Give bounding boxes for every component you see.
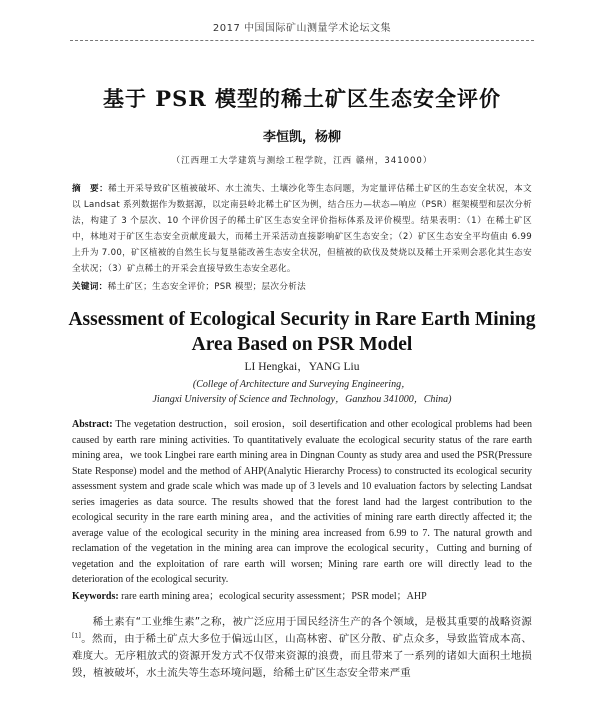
title-en-line1: Assessment of Ecological Security in Rare Earth Mining — [68, 309, 536, 330]
abstract-en-label: Abstract: — [72, 419, 113, 430]
header-rule — [70, 40, 534, 41]
abstract-en — [72, 417, 532, 588]
body-text-part2: 。然而，由于稀土矿点大多位于偏远山区，山高林密、矿区分散、矿点众多，导致监管成本高、难度大。无序粗放式的资源开发方式不仅带来资源的浪费，而且带来了一系列的诸如大面积土地损毁，植被破坏，水土流失等生态环境问题，给稀土矿区生态安全带来严重 — [72, 633, 532, 679]
citation-ref: [1] — [72, 632, 82, 640]
body-intro-paragraph — [72, 614, 532, 682]
keywords-en-label: Keywords: — [72, 590, 119, 602]
keywords-zh-text: 稀土矿区；生态安全评价；PSR 模型；层次分析法 — [107, 282, 306, 292]
affiliation-en-line1: (College of Architecture and Surveying Engineering， — [192, 379, 412, 390]
running-header: 2017 中国国际矿山测量学术论坛文集 — [212, 23, 392, 34]
authors-en: LI Hengkai，YANG Liu — [244, 361, 360, 373]
authors-zh: 李恒凯，杨柳 — [262, 130, 341, 145]
keywords-zh-label: 关键词： — [72, 282, 108, 292]
affiliation-en-line2: Jiangxi University of Science and Technology，Ganzhou 341000，China) — [152, 394, 452, 405]
body-text-part1: 稀土素有“工业维生素”之称，被广泛应用于国民经济生产的各个领域，是极其重要的战略资源 — [92, 616, 532, 628]
title-zh: 基于 PSR 模型的稀土矿区生态安全评价 — [102, 86, 502, 111]
affiliation-en — [0, 377, 600, 407]
abstract-zh-text: 稀土开采导致矿区植被破坏、水土流失、土壤沙化等生态问题，为定量评估稀土矿区的生态安全状况，本文以 Landsat 系列数据作为数据源，以定南县岭北稀土矿区为例，结合压力—状态—响应（PSR）框架模型和层次分析法，构建了 3 个层次、10 个评价因子的稀土矿区生态安全评价指标体系及评价模型。结果表明：（1）在稀土矿区中，林地对于矿区生态安全贡献度最大，而稀土开采活动直接影响矿区生态安全；（2）矿区生态安全平均值由 6.99 上升为 7.00，矿区植被的自然生长与复垦能改善生态安全状况，但植被的砍伐及焚烧以及稀土开采则会恶化其生态安全状况；（3）矿点稀土的开采会直接导致生态安全恶化。 — [72, 184, 532, 274]
title-en-line2: Area Based on PSR Model — [191, 334, 413, 355]
abstract-zh-label: 摘 要： — [72, 184, 109, 194]
affiliation-zh: （江西理工大学建筑与测绘工程学院，江西 赣州，341000） — [171, 156, 433, 166]
abstract-en-text: The vegetation destruction，soil erosion，soil desertification and other ecological problems had been caused by earth rare mining activities. To quantitatively evaluate the ecological security status of the rare earth mining area，we took Lingbei rare earth mining area in Dingnan County as study area and used the PSR(Pressure State Response) model and the method of AHP(Analytic Hierarchy Process) to constructed its ecological security assessment system and grade scale which was made up of 3 levels and 10 evaluation factors by selecting Landsat series imageries as data source. The results showed that the forest land had the largest contribution to the ecological security in the rare earth mining area，and the activities of mining rare earth directly affected it; the average value of the ecological security in the mining area increased from 6.99 to 7. The natural growth and reclamation of the vegetation in the mining area can improve the ecological security，Cutting and burning of vegetation and the exploitation of rare earth will worsen; Mining rare earth ore will directly lead to the deterioration of the ecological security. — [72, 419, 532, 585]
keywords-en-text: rare earth mining area；ecological security assessment；PSR model；AHP — [118, 590, 427, 602]
abstract-zh — [72, 181, 532, 277]
title-en — [0, 307, 600, 357]
keywords-en — [72, 589, 532, 605]
keywords-zh — [72, 279, 532, 295]
